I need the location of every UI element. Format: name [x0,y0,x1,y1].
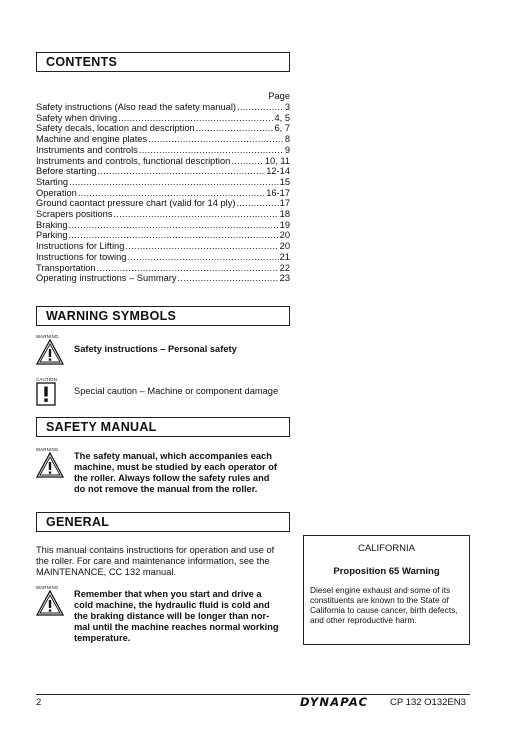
toc-entry [36,156,290,167]
toc-entry-title: Machine and engine plates [36,134,148,145]
toc-entry-title: Transportation [36,262,96,273]
toc-entry-page: 19 [279,219,290,230]
toc-entry-title: Safety when driving [36,112,118,123]
warning-caption: WARNING [36,334,59,339]
toc-entry [36,273,290,284]
warning-caption: WARNING [36,585,59,590]
toc-entry-title: Starting [36,176,69,187]
toc-entry-page: 4, 5 [274,112,290,123]
toc-leader-dots [113,209,278,220]
text-line: This manual contains instructions for operation and use of [36,545,275,555]
toc-entry-title: Scrapers positions [36,209,113,220]
toc-leader-dots [97,263,279,274]
footer-rule [36,694,470,695]
text-line: California to cause cancer, birth defects, [310,605,458,615]
toc-leader-dots [231,156,264,167]
toc-entry [36,241,290,252]
toc-entry-page: 8 [284,134,290,145]
text-line: MAINTENANCE, CC 132 manual. [36,567,177,577]
toc-leader-dots [78,188,265,199]
toc-entry-page: 16-17 [266,187,290,198]
toc-entry [36,220,290,231]
text-line: and other reproductive harm. [310,615,417,625]
toc-leader-dots [69,177,279,188]
toc-entry [36,177,290,188]
toc-leader-dots [69,230,279,241]
toc-leader-dots [178,273,279,284]
toc-page-label: Page [268,91,290,101]
toc-entry-title: Operating instructions – Summary [36,273,177,284]
toc-leader-dots [148,134,284,145]
toc-entry [36,123,290,134]
page-number: 2 [36,697,42,708]
toc-leader-dots [97,166,265,177]
toc-entry-title: Instructions for towing [36,251,127,262]
general-warning-symbol [36,585,66,616]
california-prop65-box [303,535,470,645]
toc-entry-title: Instruments and controls [36,144,138,155]
caution-symbol-description: Special caution – Machine or component damage [74,386,279,396]
warning-symbol-description: Safety instructions – Personal safety [74,344,237,354]
toc-entry-page: 20 [279,230,290,241]
toc-entry-page: 6, 7 [274,123,290,134]
general-heading: GENERAL [36,512,290,532]
toc-entry [36,209,290,220]
text-line: Diesel engine exhaust and some of its [310,585,451,595]
toc-entry-title: Before starting [36,166,97,177]
warning-triangle-icon [36,452,64,478]
warning-symbols-heading: WARNING SYMBOLS [36,306,290,326]
general-warning-text [74,589,279,644]
toc-entry-page: 21 [279,251,290,262]
california-title: CALIFORNIA [357,543,415,554]
warning-triangle-icon [36,339,64,365]
text-line: cold machine, the hydraulic fluid is cold and [74,600,270,610]
general-intro [36,545,294,578]
toc-entry [36,198,290,209]
toc-entry-title: Instruments and controls, functional description [36,155,231,166]
toc-entry [36,134,290,145]
dynapac-logo: DYNAPAC [300,695,369,709]
toc-entry-page: 12-14 [266,166,290,177]
toc-entry [36,145,290,156]
warning-symbol [36,334,66,365]
toc-entry-title: Instructions for Lifting [36,241,125,252]
toc-entry-page: 15 [279,176,290,187]
toc-leader-dots [196,123,274,134]
text-line: machine, must be studied by each operator of [74,462,278,472]
toc-leader-dots [127,252,278,263]
caution-caption: CAUTION [36,377,58,382]
toc-leader-dots [125,241,278,252]
text-line: The safety manual, which accompanies each [74,451,272,461]
toc-entry-page: 3 [284,102,290,112]
warning-triangle-icon [36,590,64,616]
contents-heading: CONTENTS [36,52,290,72]
toc-list [36,102,290,284]
toc-entry-title: Braking [36,219,68,230]
toc-leader-dots [118,113,273,124]
safety-manual-warning-symbol [36,447,66,478]
caution-exclamation-icon [36,382,56,406]
prop65-text [304,577,469,625]
safety-manual-heading: SAFETY MANUAL [36,417,290,437]
table-of-contents [36,91,290,284]
toc-entry-title: Parking [36,230,68,241]
toc-entry [36,102,290,113]
toc-entry [36,230,290,241]
toc-entry-page: 23 [279,273,290,284]
toc-entry-page: 9 [284,144,290,155]
text-line: do not remove the manual from the roller. [74,484,258,494]
text-line: the braking distance will be longer than nor- [74,611,270,621]
toc-entry [36,188,290,199]
toc-entry-page: 22 [279,262,290,273]
toc-entry-page: 17 [279,198,290,209]
toc-entry-page: 10, 11 [264,155,290,166]
toc-leader-dots [139,145,284,156]
text-line: temperature. [74,633,131,643]
toc-entry [36,252,290,263]
text-line: the roller. For care and maintenance information, see the [36,556,270,566]
toc-entry-page: 18 [279,209,290,220]
toc-entry-page: 20 [279,241,290,252]
toc-leader-dots [236,198,278,209]
toc-entry-title: Operation [36,187,77,198]
caution-symbol [36,377,66,406]
safety-manual-text [74,451,277,495]
toc-entry-title: Ground caontact pressure chart (valid for 14 ply) [36,198,236,209]
toc-entry [36,263,290,274]
toc-leader-dots [237,102,284,113]
warning-caption: WARNING [36,447,59,452]
text-line: the roller. Always follow the safety rules and [74,473,270,483]
text-line: Remember that when you start and drive a [74,589,262,599]
document-code: CP 132 O132EN3 [390,697,466,708]
toc-entry-title: Safety instructions (Also read the safety manual) [36,102,236,112]
toc-entry-title: Safety decals, location and description [36,123,195,134]
prop65-subtitle: Proposition 65 Warning [333,566,440,577]
text-line: mal until the machine reaches normal working [74,622,279,632]
toc-leader-dots [69,220,279,231]
toc-entry [36,113,290,124]
toc-entry [36,166,290,177]
text-line: constituents are known to the State of [310,595,449,605]
